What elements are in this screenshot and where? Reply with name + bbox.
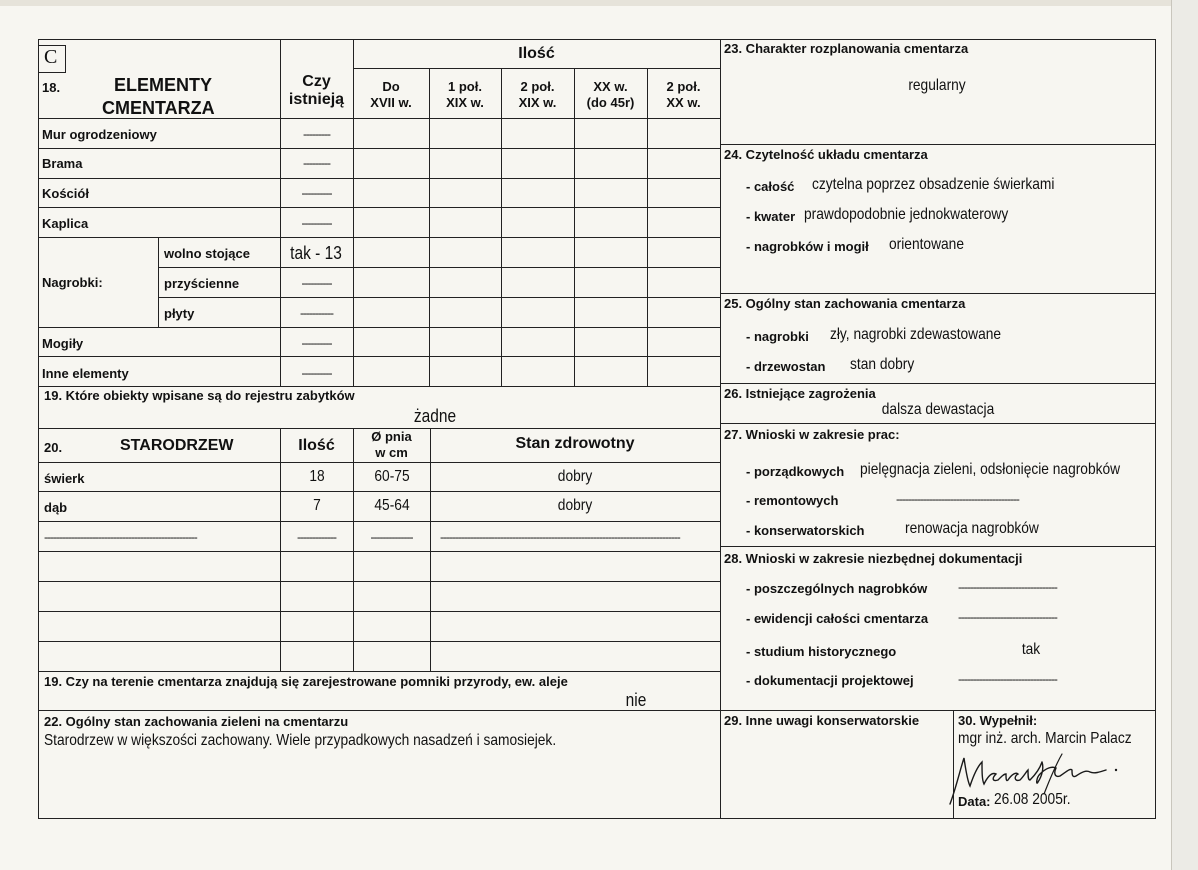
quantity-header: Ilość [518, 45, 555, 62]
period-3-line2: XIX w. [518, 95, 557, 110]
tree-qty-dashes: ------------- [297, 530, 336, 544]
docs-inventory-value: --------------------------------- [958, 610, 1057, 624]
docs-graves-value: --------------------------------- [958, 580, 1057, 594]
row-label-church: Kościół [42, 186, 89, 201]
section-19b-label: 19. Czy na terenie cmentarza znajdują się zarejestrowane pomniki przyrody, ew. aleje [44, 674, 568, 689]
period-5-line2: XX w. [666, 95, 701, 110]
date-label: Data: [958, 794, 991, 809]
section-23-value: regularny [908, 77, 966, 94]
row-label-slabs: płyty [164, 306, 195, 321]
docs-inventory-label: - ewidencji całości cmentarza [746, 611, 929, 626]
tree-qty-1: 18 [309, 468, 325, 485]
period-1-line1: Do [382, 79, 400, 94]
row-value-gate: --------- [303, 156, 330, 170]
tree-trunk-dashes: -------------- [370, 530, 413, 544]
condition-graves-label: - nagrobki [746, 329, 809, 344]
section-25-label: 25. Ogólny stan zachowania cmentarza [724, 296, 966, 311]
exists-header-2: istnieją [288, 91, 345, 108]
period-4-line2: (do 45r) [586, 95, 635, 110]
tree-trunk-header-1: Ø pnia [371, 429, 412, 444]
tree-health-1: dobry [557, 468, 593, 485]
docs-history-value: tak [1021, 641, 1041, 658]
row-label-other: Inne elementy [42, 366, 129, 381]
tree-qty-2: 7 [313, 497, 321, 514]
row-label-mounds: Mogiły [42, 336, 84, 351]
tree-trunk-2: 45-64 [374, 497, 410, 514]
author-name: mgr inż. arch. Marcin Palacz [958, 730, 1132, 747]
works-cleaning-label: - porządkowych [746, 464, 845, 479]
row-value-mounds: ---------- [301, 336, 332, 350]
tree-health-2: dobry [557, 497, 593, 514]
section-18-title-1: ELEMENTY [114, 75, 213, 95]
period-5-line1: 2 poł. [666, 79, 701, 94]
section-30-label: 30. Wypełnił: [958, 713, 1038, 728]
section-20-title: STARODRZEW [120, 437, 234, 454]
period-2-line2: XIX w. [446, 95, 484, 110]
period-4-line1: XX w. [593, 79, 628, 94]
legibility-whole-label: - całość [746, 179, 795, 194]
date-value: 26.08 2005r. [994, 791, 1071, 808]
row-value-slabs: ----------- [300, 306, 333, 320]
section-20-number: 20. [44, 440, 63, 455]
works-conservation-label: - konserwatorskich [746, 523, 865, 538]
works-repair-value: ----------------------------------------- [896, 492, 1019, 506]
tree-trunk-header-2: w cm [375, 445, 408, 460]
section-26-value: dalsza dewastacja [881, 401, 995, 418]
row-value-wall: --------- [303, 127, 330, 141]
section-18-title-2: CMENTARZA [102, 98, 215, 118]
works-conservation-value: renowacja nagrobków [905, 520, 1039, 537]
period-3-line1: 2 poł. [520, 79, 555, 94]
section-19a-label: 19. Które obiekty wpisane są do rejestru zabytków [44, 388, 355, 403]
docs-project-label: - dokumentacji projektowej [746, 673, 914, 688]
works-cleaning-value: pielęgnacja zieleni, odsłonięcie nagrobków [860, 461, 1121, 478]
row-label-gate: Brama [42, 156, 83, 171]
section-24-label: 24. Czytelność układu cmentarza [724, 147, 928, 162]
section-19a-value: żadne [413, 406, 457, 426]
tree-health-dashes: -------------------------------------------------------------------------------- [440, 530, 680, 544]
row-label-graves: Nagrobki: [42, 275, 103, 290]
docs-history-label: - studium historycznego [746, 644, 897, 659]
section-letter: C [44, 46, 58, 68]
tree-health-header: Stan zdrowotny [515, 435, 635, 452]
section-27-label: 27. Wnioski w zakresie prac: [724, 427, 900, 442]
row-value-wall-mounted: ---------- [301, 276, 332, 290]
condition-trees-value: stan dobry [850, 356, 915, 373]
row-value-freestanding: tak - 13 [290, 243, 342, 263]
section-22-label: 22. Ogólny stan zachowania zieleni na cmentarzu [44, 714, 349, 729]
condition-graves-value: zły, nagrobki zdewastowane [830, 326, 1002, 343]
section-19b-value: nie [625, 690, 647, 710]
section-29-label: 29. Inne uwagi konserwatorskie [724, 713, 920, 728]
tree-species-dashes: --------------------------------------------------- [44, 530, 197, 544]
legibility-quarters-value: prawdopodobnie jednokwaterowy [804, 206, 1009, 223]
row-label-chapel: Kaplica [42, 216, 89, 231]
period-2-line1: 1 poł. [448, 79, 482, 94]
docs-project-value: --------------------------------- [958, 672, 1057, 686]
docs-graves-label: - poszczególnych nagrobków [746, 581, 928, 596]
section-18-number: 18. [42, 80, 61, 95]
period-1-line2: XVII w. [370, 95, 412, 110]
row-label-freestanding: wolno stojące [164, 246, 250, 261]
tree-species-1: świerk [44, 471, 85, 486]
tree-species-2: dąb [44, 500, 68, 515]
section-28-label: 28. Wnioski w zakresie niezbędnej dokumentacji [724, 551, 1023, 566]
condition-trees-label: - drzewostan [746, 359, 826, 374]
tree-trunk-1: 60-75 [374, 468, 410, 485]
row-value-other: ---------- [301, 366, 332, 380]
section-23-label: 23. Charakter rozplanowania cmentarza [724, 41, 969, 56]
works-repair-label: - remontowych [746, 493, 839, 508]
row-value-chapel: ---------- [301, 216, 332, 230]
exists-header-1: Czy [302, 73, 331, 90]
legibility-quarters-label: - kwater [746, 209, 796, 224]
row-value-church: ---------- [301, 186, 332, 200]
row-label-wall: Mur ogrodzeniowy [42, 127, 157, 142]
legibility-graves-label: - nagrobków i mogił [746, 239, 869, 254]
section-22-value: Starodrzew w większości zachowany. Wiele przypadkowych nasadzeń i samosiejek. [44, 732, 557, 749]
tree-qty-header: Ilość [298, 437, 335, 454]
legibility-graves-value: orientowane [889, 236, 964, 253]
row-label-wall-mounted: przyścienne [164, 276, 240, 291]
signature [944, 748, 1124, 810]
paper-edge-top [0, 0, 1198, 6]
paper-edge-right [1171, 0, 1198, 870]
legibility-whole-value: czytelna poprzez obsadzenie świerkami [812, 176, 1055, 193]
section-26-label: 26. Istniejące zagrożenia [724, 386, 876, 401]
